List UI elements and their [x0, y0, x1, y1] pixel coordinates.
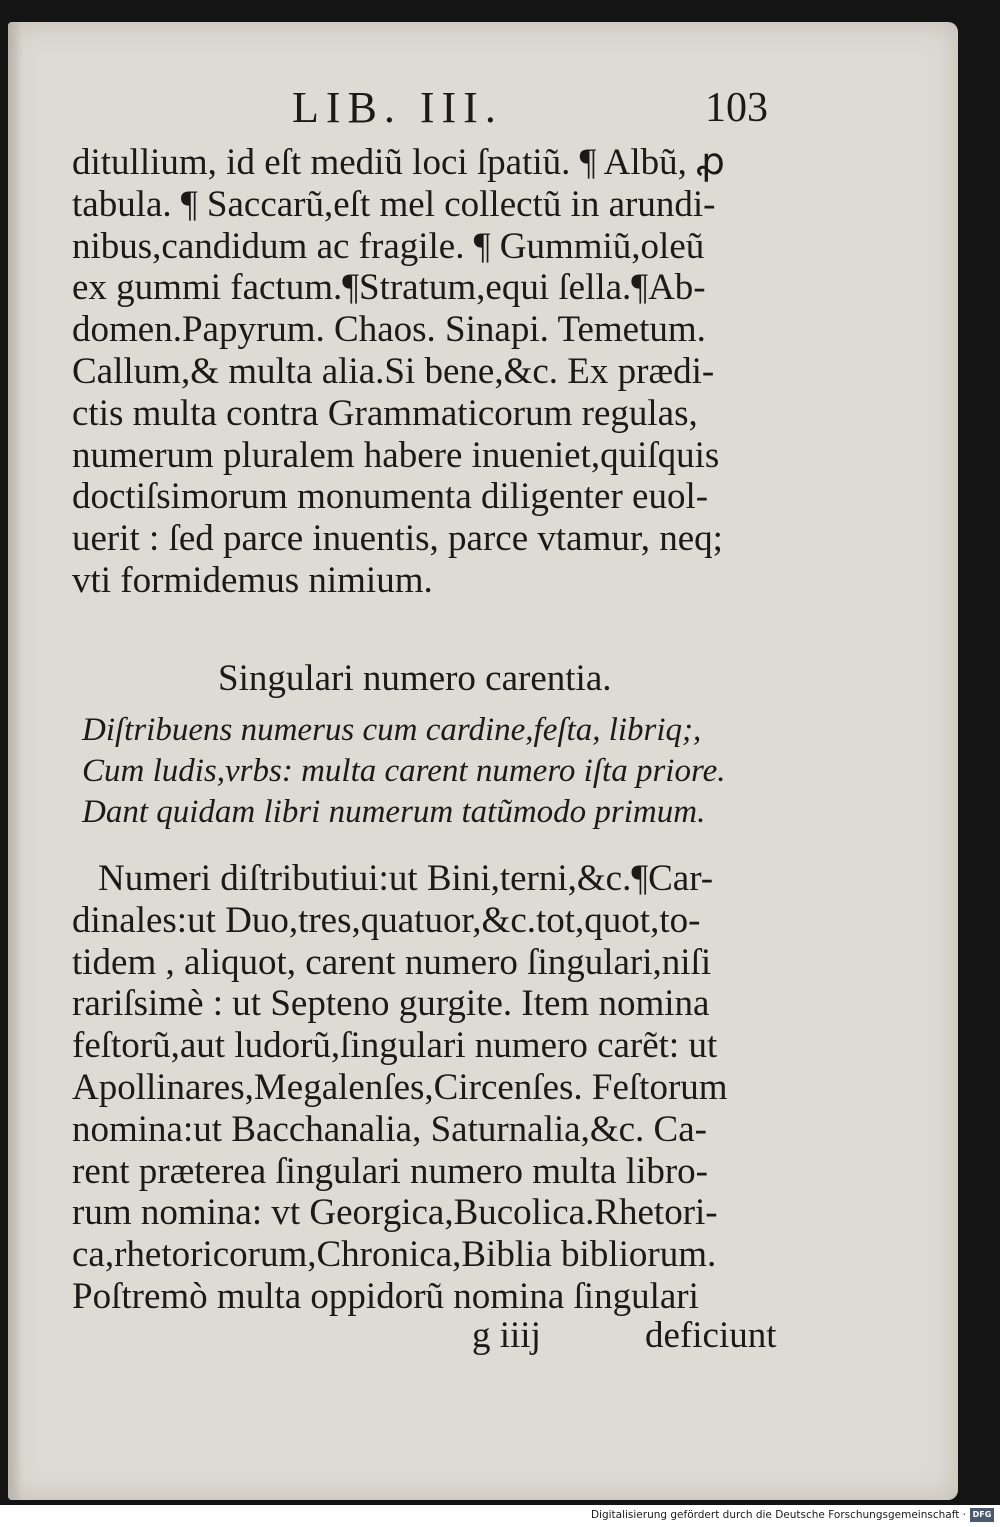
running-header-title: LIB. III. [292, 83, 503, 132]
paragraph-2 [72, 858, 792, 1318]
text-line: ditullium, id eſt mediũ loci ſpatiũ. ¶ Albũ, ꝓ [72, 142, 725, 183]
verse-block [82, 710, 802, 833]
paragraph-1 [72, 142, 792, 602]
text-line: numerum pluralem habere inueniet,quiſquis [72, 434, 720, 476]
text-line: rent præterea ſingulari numero multa libro- [72, 1150, 708, 1192]
text-line: doctiſsimorum monumenta diligenter euol- [72, 476, 709, 518]
text-line: tidem , aliquot, carent numero ſingulari,niſi [72, 941, 712, 983]
text-line: ex gummi factum.¶Stratum,equi ſella.¶Ab- [72, 267, 706, 309]
text-line: dinales:ut Duo,tres,quatuor,&c.tot,quot,to- [72, 899, 701, 941]
page-number: 103 [705, 85, 768, 131]
text-line: Poſtremò multa oppidorũ nomina ſingulari [72, 1275, 699, 1317]
text-line: rariſsimè : ut Septeno gurgite. Item nomina [72, 983, 710, 1025]
section-heading: Singulari numero carentia. [218, 658, 612, 699]
text-line: tabula. ¶ Saccarũ,eſt mel collectũ in arundi- [72, 183, 716, 225]
verse-line: Dant quidam libri numerum tatũmodo primum. [82, 794, 706, 830]
catchword: deficiunt [645, 1315, 777, 1356]
text-line: uerit : ſed parce inuentis, parce vtamur, neq; [72, 518, 723, 560]
text-line: rum nomina: vt Georgica,Bucolica.Rhetori- [72, 1192, 718, 1234]
text-line: nomina:ut Bacchanalia, Saturnalia,&c. Ca- [72, 1108, 707, 1150]
text-line: Numeri diſtributiui:ut Bini,terni,&c.¶Car- [98, 858, 714, 899]
page-gutter-shadow [8, 22, 22, 1500]
verse-line: Diſtribuens numerus cum cardine,feſta, libriq;, [82, 712, 702, 748]
text-line: Apollinares,Megalenſes,Circenſes. Feſtorum [72, 1066, 728, 1108]
text-line: vti formidemus nimium. [72, 559, 433, 601]
text-line: ca,rhetoricorum,Chronica,Biblia bibliorum. [72, 1234, 717, 1276]
dfg-logo: DFG [970, 1508, 994, 1522]
text-line: feſtorũ,aut ludorũ,ſingulari numero carẽt: ut [72, 1025, 718, 1067]
verse-line: Cum ludis,vrbs: multa carent numero iſta priore. [82, 753, 726, 789]
text-line: nibus,candidum ac fragile. ¶ Gummiũ,oleũ [72, 225, 705, 267]
signature-mark: g iiij [472, 1315, 541, 1356]
text-line: ctis multa contra Grammaticorum regulas, [72, 392, 698, 434]
text-line: Callum,& multa alia.Si bene,&c. Ex prædi- [72, 350, 715, 392]
credit-text: Digitalisierung gefördert durch die Deutsche Forschungsgemeinschaft · [590, 1509, 966, 1521]
text-line: domen.Papyrum. Chaos. Sinapi. Temetum. [72, 309, 706, 351]
